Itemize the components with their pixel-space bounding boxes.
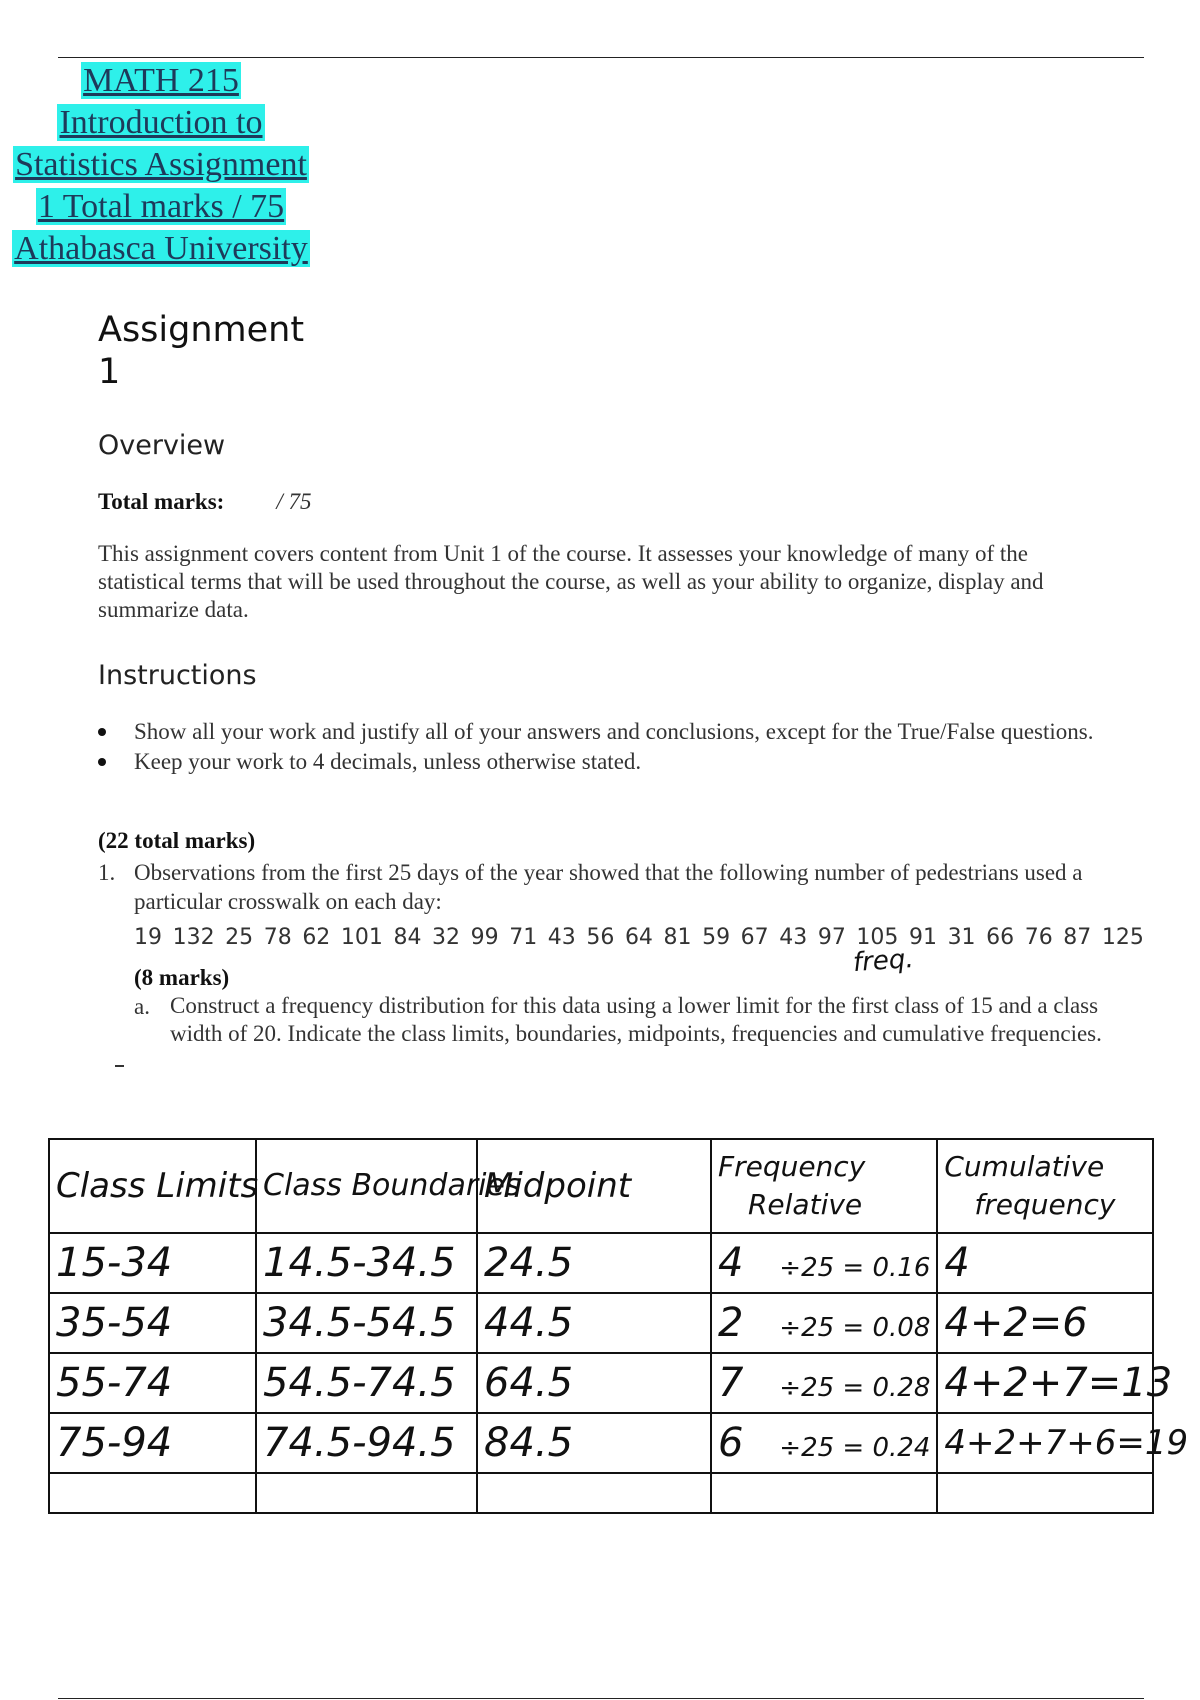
bottom-rule (58, 1698, 1144, 1699)
title-line-1-text[interactable]: MATH 215 (83, 62, 239, 99)
data-value: 125 (1101, 925, 1144, 950)
data-value: 59 (702, 925, 731, 950)
data-value: 101 (340, 925, 383, 950)
data-value: 87 (1063, 925, 1092, 950)
assignment-heading-line-1: Assignment (98, 310, 305, 350)
instruction-item: Show all your work and justify all of your answers and conclusions, except for the True/False questions. (98, 718, 1098, 745)
top-rule (58, 57, 1144, 58)
question-text: Observations from the first 25 days of the year showed that the following number of pedestrians used a particular crosswalk on each day: (134, 860, 1083, 914)
cell-limits: 75-94 (49, 1413, 256, 1473)
frequency-distribution-table (48, 1138, 1189, 1514)
cell-midpoint: 24.5 (477, 1233, 711, 1293)
assignment-heading-line-2: 1 (98, 352, 121, 392)
data-value: 105 (856, 925, 899, 950)
title-line-5[interactable] (0, 228, 322, 270)
data-value: 64 (624, 925, 653, 950)
cell-midpoint: 84.5 (477, 1413, 711, 1473)
relative-frequency-calc: ÷25 = 0.24 (779, 1433, 931, 1463)
instructions-heading: Instructions (98, 660, 257, 691)
data-value: 97 (817, 925, 846, 950)
data-value: 71 (509, 925, 538, 950)
data-value: 91 (908, 925, 937, 950)
cell-empty (937, 1473, 1153, 1513)
cell-empty (711, 1473, 937, 1513)
overview-heading: Overview (98, 430, 226, 461)
frequency-value: 4 (717, 1240, 744, 1286)
data-value: 31 (947, 925, 976, 950)
cell-cumulative: 4+2+7=13 (937, 1353, 1153, 1413)
table-row (49, 1353, 1153, 1413)
data-value: 67 (740, 925, 769, 950)
handwritten-freq-note: freq. (852, 943, 915, 979)
title-line-1[interactable] (0, 60, 322, 102)
cell-midpoint: 44.5 (477, 1293, 711, 1353)
cell-limits: 35-54 (49, 1293, 256, 1353)
cell-limits: 55-74 (49, 1353, 256, 1413)
relative-frequency-calc: ÷25 = 0.28 (779, 1373, 931, 1403)
data-value: 84 (393, 925, 422, 950)
document-title[interactable] (0, 60, 322, 270)
title-line-2-text[interactable]: Introduction to (59, 104, 263, 141)
header-class-boundaries: Class Boundaries (256, 1139, 477, 1233)
total-marks-line (98, 488, 311, 516)
title-line-5-text[interactable]: Athabasca University (14, 230, 308, 267)
header-cumulative-line-1: Cumulative (944, 1150, 1105, 1183)
data-value: 43 (547, 925, 576, 950)
data-value: 99 (470, 925, 499, 950)
frequency-value: 7 (717, 1360, 744, 1406)
instructions-list (98, 718, 1098, 778)
observation-data (134, 925, 1144, 950)
cell-boundaries: 54.5-74.5 (256, 1353, 477, 1413)
title-line-4[interactable] (0, 186, 322, 228)
title-line-3[interactable] (0, 144, 322, 186)
data-value: 62 (302, 925, 331, 950)
cell-boundaries: 74.5-94.5 (256, 1413, 477, 1473)
header-frequency-line-1: Frequency (717, 1150, 866, 1183)
cell-cumulative: 4+2+7+6=19 (937, 1413, 1153, 1473)
cell-cumulative: 4 (937, 1233, 1153, 1293)
table-row-empty (49, 1473, 1153, 1513)
data-value: 25 (225, 925, 254, 950)
data-value: 32 (432, 925, 461, 950)
relative-frequency-calc: ÷25 = 0.16 (779, 1253, 931, 1283)
table-row (49, 1233, 1153, 1293)
data-value: 78 (263, 925, 292, 950)
table-row (49, 1293, 1153, 1353)
header-frequency-line-2: Relative (747, 1188, 863, 1221)
data-value: 81 (663, 925, 692, 950)
cell-frequency (711, 1293, 937, 1353)
cell-boundaries: 34.5-54.5 (256, 1293, 477, 1353)
cell-frequency (711, 1353, 937, 1413)
overview-description: This assignment covers content from Unit 1 of the course. It assesses your knowledge of many of the statistical terms that will be used throughout the course, as well as your ability to organize, display and summarize data. (98, 541, 1044, 622)
cell-empty (477, 1473, 711, 1513)
cell-empty (256, 1473, 477, 1513)
instruction-item: Keep your work to 4 decimals, unless otherwise stated. (98, 748, 1098, 775)
cell-cumulative: 4+2=6 (937, 1293, 1153, 1353)
header-midpoint: Midpoint (477, 1139, 711, 1233)
cell-midpoint: 64.5 (477, 1353, 711, 1413)
cell-frequency (711, 1233, 937, 1293)
title-line-2[interactable] (0, 102, 322, 144)
frequency-value: 2 (717, 1300, 744, 1346)
stray-mark (115, 1065, 124, 1067)
header-class-limits: Class Limits (49, 1139, 256, 1233)
header-cumulative-line-2: frequency (974, 1188, 1116, 1221)
part-a-text: Construct a frequency distribution for this data using a lower limit for the first class of 15 and a class width of 20. Indicate the class limits, boundaries, midpoints, frequencies and cumulative frequencies. (170, 993, 1102, 1046)
total-marks-label: Total marks: (98, 489, 225, 514)
data-value: 43 (779, 925, 808, 950)
question-total-marks: (22 total marks) (98, 828, 256, 853)
relative-frequency-calc: ÷25 = 0.08 (779, 1313, 931, 1343)
assignment-heading (98, 309, 338, 393)
cell-frequency (711, 1413, 937, 1473)
part-a-marks: (8 marks) (134, 965, 230, 990)
cell-limits: 15-34 (49, 1233, 256, 1293)
header-cumulative (937, 1139, 1153, 1233)
data-value: 56 (586, 925, 615, 950)
cell-boundaries: 14.5-34.5 (256, 1233, 477, 1293)
part-a-label: a. (134, 994, 150, 1019)
frequency-value: 6 (717, 1420, 744, 1466)
data-value: 76 (1024, 925, 1053, 950)
table-header-row (49, 1139, 1153, 1233)
title-line-3-text[interactable]: Statistics Assignment (15, 146, 307, 183)
total-marks-value: / 75 (276, 489, 312, 514)
header-frequency (711, 1139, 937, 1233)
title-line-4-text[interactable]: 1 Total marks / 75 (37, 188, 285, 225)
data-value: 19 (134, 925, 162, 950)
cell-empty (49, 1473, 256, 1513)
data-value: 66 (986, 925, 1015, 950)
question-number: 1. (98, 860, 116, 885)
data-value: 132 (172, 925, 215, 950)
table-row (49, 1413, 1153, 1473)
